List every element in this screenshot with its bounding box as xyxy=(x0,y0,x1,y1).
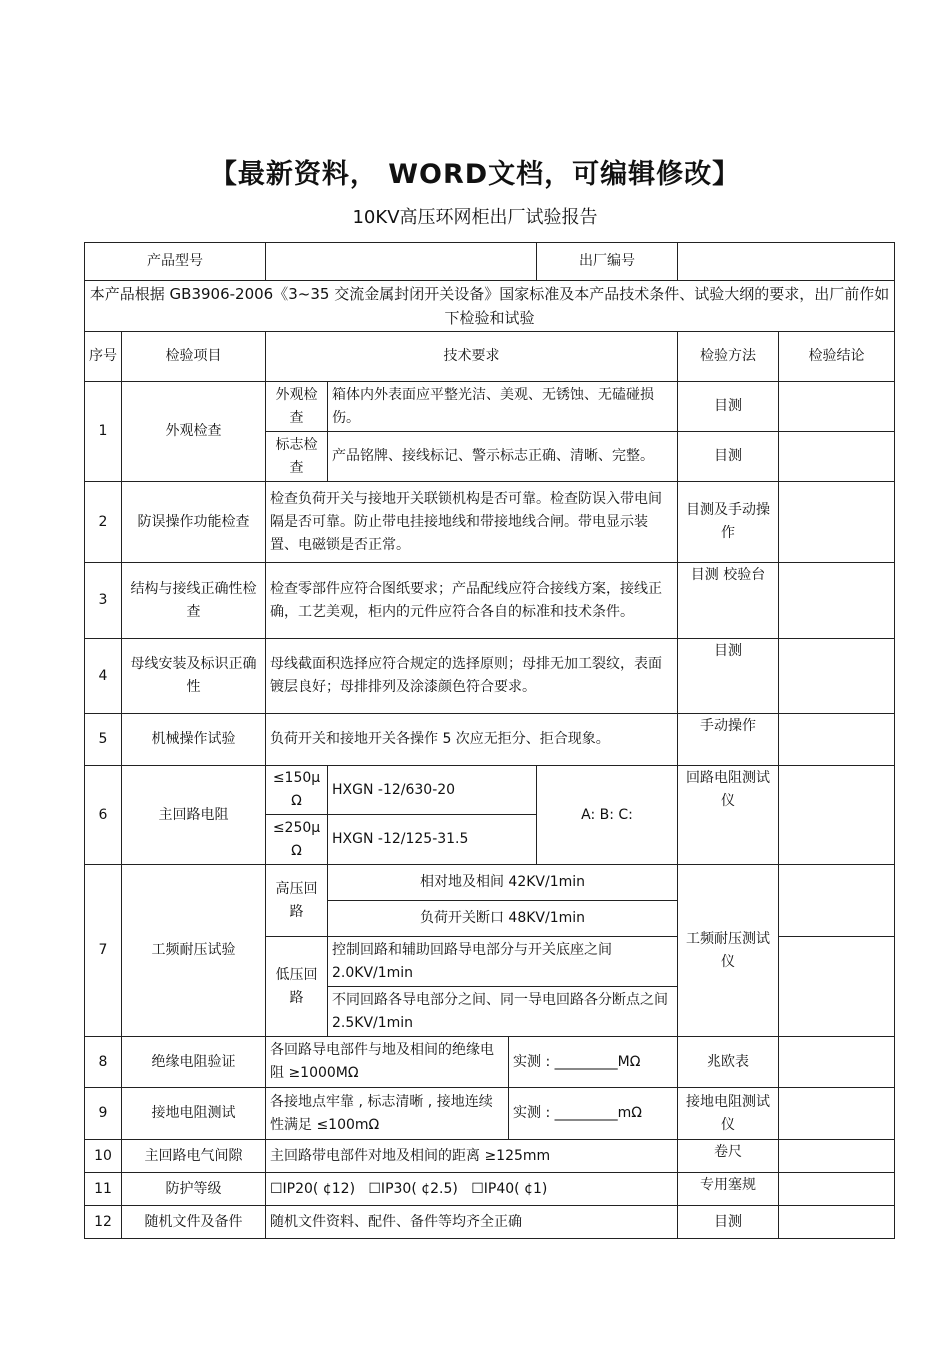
row10-item: 主回路电气间隙 xyxy=(122,1140,266,1173)
row8-measured-value[interactable]: 实测 : _________MΩ xyxy=(509,1037,678,1088)
row5-method: 手动操作 xyxy=(678,714,779,766)
col-header-method: 检验方法 xyxy=(678,332,779,382)
row2-requirement: 检查负荷开关与接地开关联锁机构是否可靠。检查防误入带电间隔是否可靠。防止带电挂接地线和带接地线合闸。带电显示装置、电磁锁是否正常。 xyxy=(266,482,678,563)
row6-item: 主回路电阻 xyxy=(122,766,266,865)
row1-item: 外观检查 xyxy=(122,382,266,482)
row11-no: 11 xyxy=(85,1173,122,1206)
row2-method: 目测及手动操作 xyxy=(678,482,779,563)
serial-number-value[interactable] xyxy=(678,243,895,281)
row7-lv-requirement2: 不同回路各导电部分之间、同一导电回路各分断点之间 2.5KV/1min xyxy=(328,987,678,1037)
row1-sub1-label: 外观检查 xyxy=(266,382,328,432)
row7-lv-label: 低压回路 xyxy=(266,937,328,1037)
row3-item: 结构与接线正确性检查 xyxy=(122,563,266,639)
row10-requirement: 主回路带电部件对地及相间的距离 ≥125mm xyxy=(266,1140,678,1173)
row6-model2: HXGN -12/125-31.5 xyxy=(328,815,537,865)
row9-requirement: 各接地点牢靠 , 标志清晰 , 接地连续性满足 ≤100mΩ xyxy=(266,1088,509,1140)
row4-method: 目测 xyxy=(678,639,779,714)
row4-conclusion[interactable] xyxy=(779,639,895,714)
product-model-label: 产品型号 xyxy=(85,243,266,281)
col-header-item: 检验项目 xyxy=(122,332,266,382)
row12-conclusion[interactable] xyxy=(779,1206,895,1239)
inspection-report-table xyxy=(84,242,895,1239)
row11-protection-options[interactable]: ☐IP20( ¢12) ☐IP30( ¢2.5) ☐IP40( ¢1) xyxy=(266,1173,678,1206)
row8-item: 绝缘电阻验证 xyxy=(122,1037,266,1088)
row7-hv-label: 高压回路 xyxy=(266,865,328,937)
row5-requirement: 负荷开关和接地开关各操作 5 次应无拒分、拒合现象。 xyxy=(266,714,678,766)
row9-item: 接地电阻测试 xyxy=(122,1088,266,1140)
row12-method: 目测 xyxy=(678,1206,779,1239)
report-title: 10KV高压环网柜出厂试验报告 xyxy=(352,207,598,228)
row10-conclusion[interactable] xyxy=(779,1140,895,1173)
row8-no: 8 xyxy=(85,1037,122,1088)
row1-no: 1 xyxy=(85,382,122,482)
row3-conclusion[interactable] xyxy=(779,563,895,639)
row1-sub1-conclusion[interactable] xyxy=(779,382,895,432)
intro-text: 本产品根据 GB3906-2006《3~35 交流金属封闭开关设备》国家标准及本产品技术条件、试验大纲的要求，出厂前作如下检验和试验 xyxy=(85,281,895,332)
row7-hv-requirement2: 负荷开关断口 48KV/1min xyxy=(328,901,678,937)
row9-no: 9 xyxy=(85,1088,122,1140)
col-header-no: 序号 xyxy=(85,332,122,382)
row5-no: 5 xyxy=(85,714,122,766)
row9-measured-value[interactable]: 实测 : _________mΩ xyxy=(509,1088,678,1140)
row12-requirement: 随机文件资料、配件、备件等均齐全正确 xyxy=(266,1206,678,1239)
row9-method: 接地电阻测试仪 xyxy=(678,1088,779,1140)
row12-item: 随机文件及备件 xyxy=(122,1206,266,1239)
row7-method: 工频耐压测试仪 xyxy=(678,865,779,1037)
row3-requirement: 检查零部件应符合图纸要求；产品配线应符合接线方案，接线正确，工艺美观，柜内的元件应符合各自的标准和技术条件。 xyxy=(266,563,678,639)
row4-requirement: 母线截面积选择应符合规定的选择原则；母排无加工裂纹，表面镀层良好；母排排列及涂漆颜色符合要求。 xyxy=(266,639,678,714)
row10-method: 卷尺 xyxy=(678,1140,779,1173)
row6-phase-values[interactable]: A: B: C: xyxy=(537,766,678,865)
row3-no: 3 xyxy=(85,563,122,639)
row6-method: 回路电阻测试仪 xyxy=(678,766,779,865)
row6-conclusion[interactable] xyxy=(779,766,895,865)
row1-sub1-requirement: 箱体内外表面应平整光洁、美观、无锈蚀、无磕碰损伤。 xyxy=(328,382,678,432)
row7-item: 工频耐压试验 xyxy=(122,865,266,1037)
row7-no: 7 xyxy=(85,865,122,1037)
row11-method: 专用塞规 xyxy=(678,1173,779,1206)
row12-no: 12 xyxy=(85,1206,122,1239)
row5-item: 机械操作试验 xyxy=(122,714,266,766)
row6-limit2: ≤250μ Ω xyxy=(266,815,328,865)
row1-sub2-conclusion[interactable] xyxy=(779,432,895,482)
row1-sub2-requirement: 产品铭牌、接线标记、警示标志正确、清晰、完整。 xyxy=(328,432,678,482)
row4-no: 4 xyxy=(85,639,122,714)
row7-lv-requirement1: 控制回路和辅助回路导电部分与开关底座之间 2.0KV/1min xyxy=(328,937,678,987)
row4-item: 母线安装及标识正确性 xyxy=(122,639,266,714)
row7-hv-requirement1: 相对地及相间 42KV/1min xyxy=(328,865,678,901)
col-header-conclusion: 检验结论 xyxy=(779,332,895,382)
row8-method: 兆欧表 xyxy=(678,1037,779,1088)
document-banner: 【最新资料， WORD文档，可编辑修改】 xyxy=(209,159,741,190)
col-header-requirement: 技术要求 xyxy=(266,332,678,382)
row7-hv-conclusion[interactable] xyxy=(779,865,895,937)
row6-limit1: ≤150μ Ω xyxy=(266,766,328,815)
row1-sub2-label: 标志检查 xyxy=(266,432,328,482)
row1-sub1-method: 目测 xyxy=(678,382,779,432)
row6-model1: HXGN -12/630-20 xyxy=(328,766,537,815)
row2-no: 2 xyxy=(85,482,122,563)
row3-method: 目测 校验台 xyxy=(678,563,779,639)
serial-number-label: 出厂编号 xyxy=(537,243,678,281)
product-model-value[interactable] xyxy=(266,243,537,281)
row7-lv-conclusion[interactable] xyxy=(779,937,895,1037)
row2-conclusion[interactable] xyxy=(779,482,895,563)
row8-requirement: 各回路导电部件与地及相间的绝缘电阻 ≥1000MΩ xyxy=(266,1037,509,1088)
row9-conclusion[interactable] xyxy=(779,1088,895,1140)
row1-sub2-method: 目测 xyxy=(678,432,779,482)
row5-conclusion[interactable] xyxy=(779,714,895,766)
row8-conclusion[interactable] xyxy=(779,1037,895,1088)
row10-no: 10 xyxy=(85,1140,122,1173)
row11-conclusion[interactable] xyxy=(779,1173,895,1206)
row2-item: 防误操作功能检查 xyxy=(122,482,266,563)
row11-item: 防护等级 xyxy=(122,1173,266,1206)
row6-no: 6 xyxy=(85,766,122,865)
